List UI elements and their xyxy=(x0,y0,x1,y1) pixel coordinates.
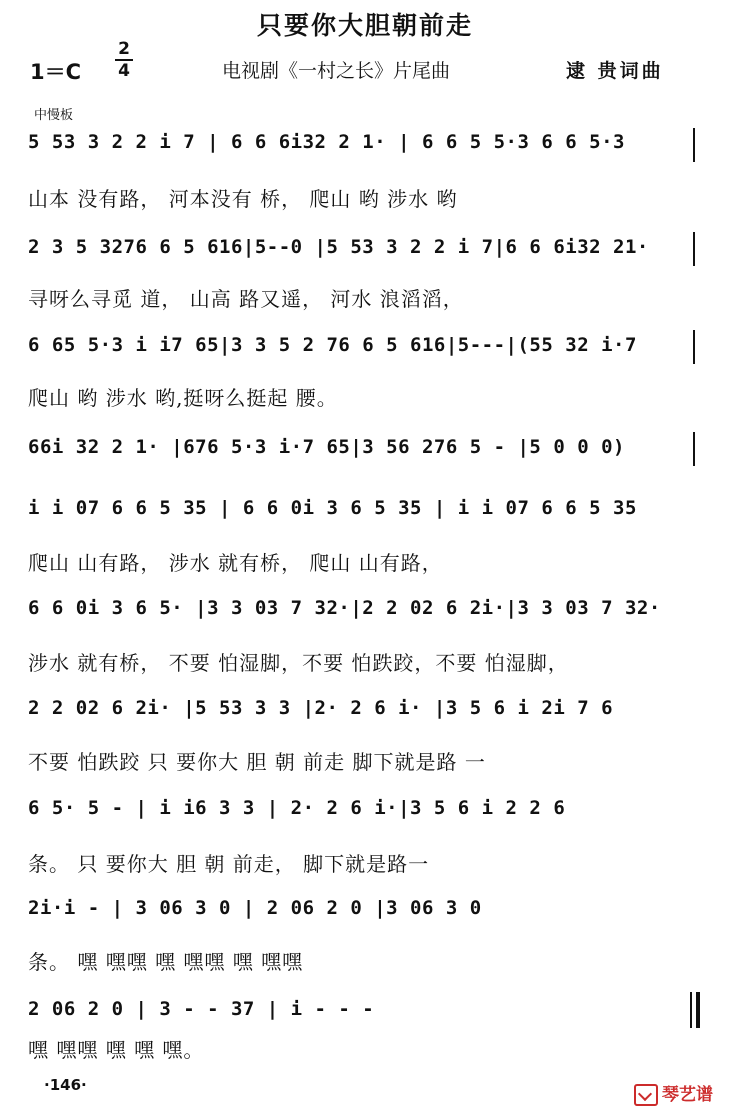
music-row-8: 6 5· 5 - | i i6 3 3 | 2· 2 6 i·|3 5 6 i 2 2 6 xyxy=(28,797,566,819)
lyric-row-7: 不要 怕跌跤 只 要你大 胆 朝 前走 脚下就是路 一 xyxy=(28,750,486,774)
music-row-3: 6 65 5·3 i i7 65|3 3 5 2 76 6 5 616|5---|(55 32 i·7 xyxy=(28,334,637,356)
lyric-row-5: 爬山 山有路， 涉水 就有桥， 爬山 山有路， xyxy=(28,551,443,575)
site-logo xyxy=(634,1080,713,1106)
music-row-2: 2 3 5 3276 6 5 616|5--0 |5 53 3 2 2 i 7|6 6 6i32 21· xyxy=(28,236,649,258)
song-credit: 逮 贵词曲 xyxy=(566,60,664,82)
lyric-row-1: 山本 没有路， 河本没有 桥， 爬山 哟 涉水 哟 xyxy=(28,187,458,211)
time-signature xyxy=(113,40,135,80)
page-number: ·146· xyxy=(44,1076,87,1094)
music-row-7: 2 2 02 6 2i· |5 53 3 3 |2· 2 6 i· |3 5 6 i 2i 7 6 xyxy=(28,697,614,719)
lyric-row-8: 条。 只 要你大 胆 朝 前走， 脚下就是路一 xyxy=(28,852,430,876)
music-row-5: i i 07 6 6 5 35 | 6 6 0i 3 6 5 35 | i i 07 6 6 5 35 xyxy=(28,497,637,519)
song-subtitle: 电视剧《一村之长》片尾曲 xyxy=(222,60,451,82)
lyric-row-10: 嘿 嘿嘿 嘿 嘿 嘿。 xyxy=(28,1038,205,1062)
time-signature-bottom: 4 xyxy=(118,61,130,81)
music-row-9: 2i·i - | 3 06 3 0 | 2 06 2 0 |3 06 3 0 xyxy=(28,897,482,919)
barline xyxy=(693,330,695,364)
logo-text: 琴艺谱 xyxy=(662,1085,713,1105)
lyric-row-2: 寻呀么寻觅 道， 山高 路又遥， 河水 浪滔滔， xyxy=(28,287,464,311)
lyric-row-9: 条。 嘿 嘿嘿 嘿 嘿嘿 嘿 嘿嘿 xyxy=(28,950,304,974)
music-row-10: 2 06 2 0 | 3 - - 37 | i - - - xyxy=(28,998,375,1020)
barline xyxy=(693,432,695,466)
barline xyxy=(693,232,695,266)
music-row-4: 66i 32 2 1· |676 5·3 i·7 65|3 56 276 5 - |5 0 0 0) xyxy=(28,436,625,458)
lyric-row-6: 涉水 就有桥， 不要 怕湿脚，不要 怕跌跤，不要 怕湿脚， xyxy=(28,651,569,675)
tempo-marking: 中慢板 xyxy=(34,108,74,123)
music-row-1: 5 53 3 2 2 i 7 | 6 6 6i32 2 1· | 6 6 5 5·3 6 6 5·3 xyxy=(28,131,625,153)
music-row-6: 6 6 0i 3 6 5· |3 3 03 7 32·|2 2 02 6 2i·|3 3 03 7 32· xyxy=(28,597,661,619)
barline xyxy=(693,128,695,162)
song-title: 只要你大胆朝前走 xyxy=(256,11,473,40)
lyric-row-3: 爬山 哟 涉水 哟,挺呀么挺起 腰。 xyxy=(28,386,338,410)
final-barline-thin xyxy=(690,992,692,1028)
key-signature: 1＝C xyxy=(30,60,82,84)
final-barline-thick xyxy=(696,992,700,1028)
logo-icon xyxy=(634,1084,658,1106)
time-signature-top: 2 xyxy=(118,39,130,59)
